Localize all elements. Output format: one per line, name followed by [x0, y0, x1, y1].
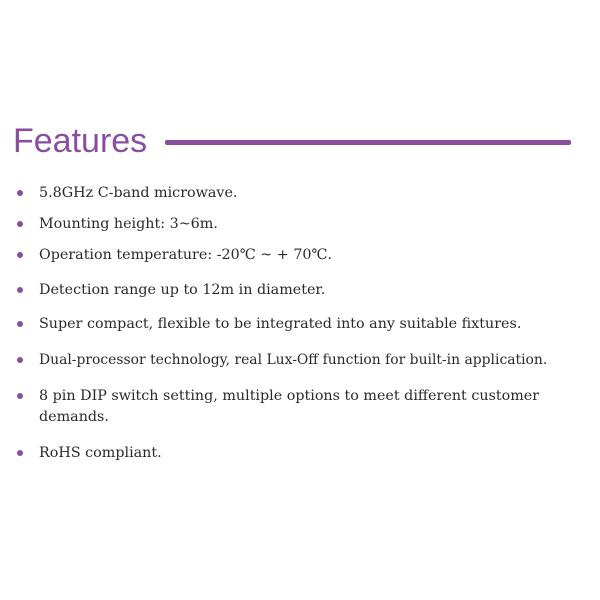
bullet-dot-icon	[17, 450, 23, 456]
bullet-dot-icon	[17, 287, 23, 293]
feature-text: Dual-processor technology, real Lux-Off function for built-in application.	[39, 352, 548, 368]
title-divider	[165, 140, 571, 145]
bullet-dot-icon	[17, 221, 23, 227]
section-title: Features	[13, 122, 148, 160]
bullet-dot-icon	[17, 190, 23, 196]
feature-text: Operation temperature: -20℃ ~ + 70℃.	[39, 247, 333, 263]
feature-text: Super compact, flexible to be integrated into any suitable fixtures.	[39, 316, 522, 332]
feature-text: Detection range up to 12m in diameter.	[39, 282, 326, 298]
feature-text: 8 pin DIP switch setting, multiple options to meet different customer demands.	[39, 388, 540, 425]
section-header	[13, 118, 573, 168]
feature-text: RoHS compliant.	[39, 445, 162, 461]
feature-text: 5.8GHz C-band microwave.	[39, 185, 238, 201]
bullet-dot-icon	[17, 321, 23, 327]
bullet-dot-icon	[17, 252, 23, 258]
bullet-dot-icon	[17, 393, 23, 399]
feature-text: Mounting height: 3~6m.	[39, 216, 218, 232]
bullet-dot-icon	[17, 357, 23, 363]
